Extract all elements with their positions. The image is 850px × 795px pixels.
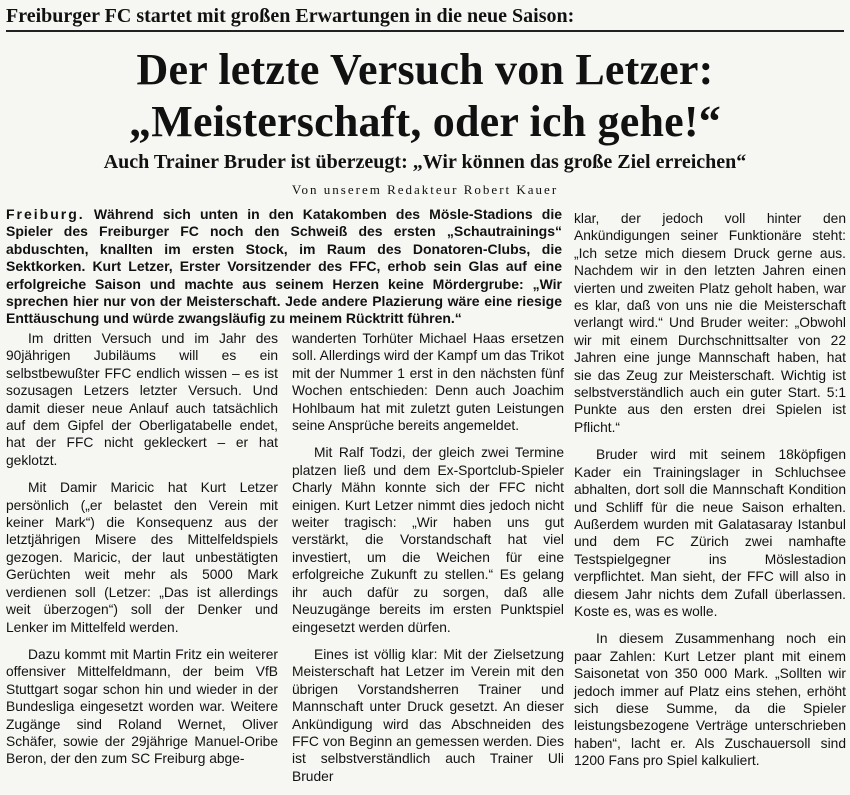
column-3 [574, 210, 846, 780]
column-2 [292, 330, 564, 795]
paragraph: Eines ist völlig klar: Mit der Zielsetzung Meisterschaft hat Letzer im Verein mit den übrigen Vorstandsherren Trainer und Mannschaft unter Druck gesetzt. An dieser Ankündigung wird das Abschneiden des FFC von Beginn an gemessen werden. Dies ist selbstverständlich auch Trainer Uli Bruder [292, 646, 564, 784]
lead-paragraph [6, 206, 562, 328]
paragraph: Dazu kommt mit Martin Fritz ein weiterer offensiver Mittelfeldmann, der beim VfB Stuttgart sogar schon hin und wieder in der Bundesliga eingesetzt worden war. Weitere Zugänge sind Roland Wernet, Oliver Schäfer, sowie der 29jährige Manuel-Oribe Beron, der den zum SC Freiburg abge- [6, 646, 278, 767]
kicker: Freiburger FC startet mit großen Erwartungen in die neue Saison: [6, 4, 844, 32]
headline [0, 44, 850, 148]
headline-line-1: Der letzte Versuch von Letzer: [136, 45, 714, 94]
paragraph: Bruder wird mit seinem 18köpfigen Kader ein Trainingslager in Schluchsee abhalten, dort soll die Mannschaft Kondition und Schliff für die neue Saison erhalten. Außerdem wurden mit Galatasaray Istanbul und dem FC Zürich zwei namhafte Testspielgegner ins Möslestadion verpflichtet. Man sieht, der FFC will also in diesem Jahr nichts dem Zufall überlassen. Koste es, was es wolle. [574, 447, 846, 619]
lead-text: Während sich unten in den Katakomben des Mösle-Stadions die Spieler des Freiburger FC noch den Schweiß des ersten „Schautrainings“ abduschten, knallten im ersten Stock, im Raum des Donatoren-Clubs, die Sektkorken. Kurt Letzer, Erster Vorsitzender des FFC, erhob sein Glas auf eine erfolgreiche Saison und machte aus seinem Herzen keine Mördergrube: „Wir sprechen hier nur von der Meisterschaft. Jede andere Plazierung wäre eine riesige Enttäuschung und würde zwangsläufig zu meinem Rücktritt führen.“ [6, 206, 562, 327]
paragraph: Mit Ralf Todzi, der gleich zwei Termine platzen ließ und dem Ex-Sportclub-Spieler Charly Mähn konnte sich der FFC nicht einigen. Kurt Letzer nimmt dies jedoch nicht weiter tragisch: „Wir haben uns gut verstärkt, die Vorstandschaft hat viel investiert, um die Weichen für eine erfolgreiche Zukunft zu stellen.“ Es gelang ihr auch dafür zu sorgen, daß alle Neuzugänge bereits im ersten Punktspiel eingesetzt werden dürfen. [292, 445, 564, 635]
headline-line-2: „Meisterschaft, oder ich gehe!“ [129, 97, 721, 146]
paragraph: klar, der jedoch voll hinter den Ankündigungen seiner Funktionäre steht: „Ich setze mich diesem Druck gerne aus. Nachdem wir in den letzten Jahren einen vierten und zweiten Platz geholt haben, war es klar, daß von uns nie die Meisterschaft verlangt wird.“ Und Bruder weiter: „Obwohl wir mit einem Durchschnittsalter von 22 Jahren eine junge Mannschaft haben, hat sie das Zeug zur Meisterschaft. Wichtig ist selbstverständlich auch ein guter Start. 5:1 Punkte aus den ersten drei Spielen ist Pflicht.“ [574, 211, 846, 435]
byline: Von unserem Redakteur Robert Kauer [291, 182, 559, 197]
paragraph: wanderten Torhüter Michael Haas ersetzen soll. Allerdings wird der Kampf um das Trikot mit der Nummer 1 erst in den nächsten fünf Wochen entschieden: Denn auch Joachim Hohlbaum hat mit zuletzt guten Leistungen seine Ansprüche bereits angemeldet. [292, 331, 564, 434]
paragraph: Mit Damir Maricic hat Kurt Letzer persönlich („er belastet den Verein mit keiner Mark“) die Konsequenz aus der letztjährigen Misere des Mittelfeldspiels gezogen. Maricic, der laut unbestätigten Gerüchten weit mehr als 5000 Mark verdienen soll (Letzer: „Das ist allerdings weit überzogen“) soll der Denker und Lenker im Mittelfeld werden. [6, 480, 278, 635]
subheadline: Auch Trainer Bruder ist überzeugt: „Wir können das große Ziel erreichen“ [103, 151, 747, 173]
paragraph: Im dritten Versuch und im Jahr des 90jährigen Jubiläums will es ein selbstbewußter FFC endlich wissen – es ist sozusagen Letzers letzter Versuch. Und damit dieser neue Anlauf auch tatsächlich auf dem Gipfel der Oberligatabelle endet, hat der FFC nicht gekleckert – er hat geklotzt. [6, 331, 278, 468]
column-1 [6, 330, 278, 778]
dateline: Freiburg. [6, 206, 85, 222]
paragraph: In diesem Zusammenhang noch ein paar Zahlen: Kurt Letzer plant mit einem Saisonetat von 350 000 Mark. „Sollten wir jedoch immer auf Platz eins stehen, erhöht sich diese Summe, da die Spieler leistungsbezogene Verträge unterschrieben haben“, lacht er. Als Zuschauersoll sind 1200 Fans pro Spiel kalkuliert. [574, 631, 846, 769]
